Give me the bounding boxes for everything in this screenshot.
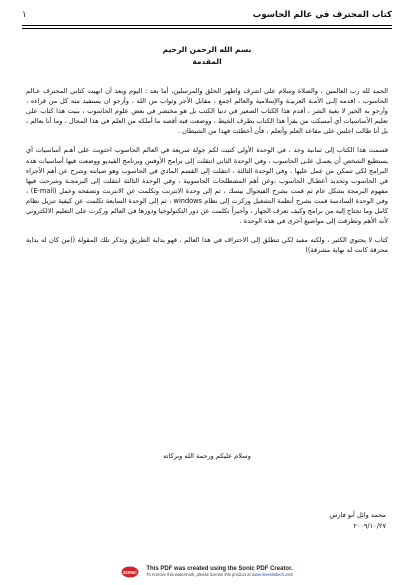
sonic-logo-icon (121, 566, 139, 578)
watermark-footer (0, 563, 414, 581)
sonic-logo-text: SONIC (122, 569, 138, 575)
watermark-line-2 (146, 572, 293, 577)
page-number: ١ (22, 10, 27, 20)
signature-date: ٢٠٠٩/١٠/٢٧ (353, 522, 386, 530)
signature-block (329, 510, 386, 532)
section-title: المقدمة (192, 57, 222, 66)
paragraph-2: قسمت هذا الكتاب إلى ثمانية وحد ، في الوحدة الأولى كتبت لكم جولة سريعة في العالم الحاسوب احتويت على أهـم أساسيات أي يستطيع الشخص أن يعمـل علـى الحاسوب ، وفي الوحدة الثاني انتقلت إلى برامج الأوفس وبرنامج الفيديو ووضعت فيها أساسيات هذه البرامج لكي تتمكن من عمل عليها ، وفي الوحدة الثالثة ، انتقلت إلى القسم المادي في الحاسوب وهو صيانته وشرح عن أهم الأجزاء في الحاسوب وتحديد أعطـال الحاسوب ،وعن أهم المصطلحات الحاسوبية ، وفي الوحدة الثالثة انتقلت إلى البرمجـة وشرحت فيها مفهوم البرمجة بشكل عام ثم قمت بشرح الفيجوال بيسك ، ثم إلى وحدة الانترنت وتكلمت عن الانترنت وتصفحه وعمل (E-mail) ، وفي الوحدة السادسة قمت بشرح أنظمة التشغيل وركزت إلى نظام windows ، ثم إلى الوحدة السابعة تكلمت عن كيفية تنزيل نظام كامل وما تحتاج إليه من برامج وكيف تعرف الجهاز ، وأخيراً تكلمت عن دور التكنولوجيا ودورها في العالم وركزت على التعليم الالكتروني لأنه الأهم وتطرقت إلى مواضيع أخرى في هذه الوحدة . (26, 146, 389, 226)
author-name: محمد وائل أبو فارس (329, 511, 386, 519)
body-text (26, 86, 388, 264)
header-double-rule (22, 25, 392, 29)
paragraph-3: كتاب لا يحتوي الكثير ، ولكنه مفيد لكي تنطلق إلى الاحتراف في هذا العالم ، فهو بداية الطريق وتذكر تلك المقولة ((من كان له بداية محرقة كانت له نهاية مشرقة)) (26, 236, 388, 255)
closing-greeting: وسلام عليكم ورحمة الله وبركاته (163, 452, 251, 460)
book-title: كتاب المحترف في عالم الحاسوب (252, 10, 392, 20)
watermark-line-2-text: To remove this watermark, please license this product at (146, 572, 251, 578)
basmala: بسم الله الرحمن الرحيم (162, 45, 252, 54)
paragraph-1: الحمد لله رب العالمين ، والصلاة وسلام على اشرف واطهر الخلق والمرسلين، أما بعد : اليوم وبعد أن انهيت كتابي المحترف عـالم الحاسوب ، اقدمه إلـى الأمـة العربيـة والإسلامية والعالم اجمع ، مقابل الأجر وثواب من الله ، وأرجو ان يستفيد منه كل من قراءه ، وأرجو به الخير لا بغية الشر ، أقدم هذا الكتاب الصغير في دنيا الكتب بل هو مختصر في بعض علوم الحاسوب ، بنيت هذا كتاب على تعليم الأساسيات أي أمسكت من بقرأ هذا الكتاب بطرف الخيط ، ووضعت فيه أقصه ما أملكه من العلم في هذا المجال ، وما أنا بعالم ، بل أنا طالب اجلس على مقاعد العلم وأتعلم ، فأن أخطئت فهذا من الشيطان . (26, 87, 388, 136)
watermark-link[interactable]: www.investintech.com (251, 572, 294, 578)
watermark-line-1: This PDF was created using the Sonic PDF Creator. (146, 566, 293, 573)
page-header (22, 10, 392, 24)
